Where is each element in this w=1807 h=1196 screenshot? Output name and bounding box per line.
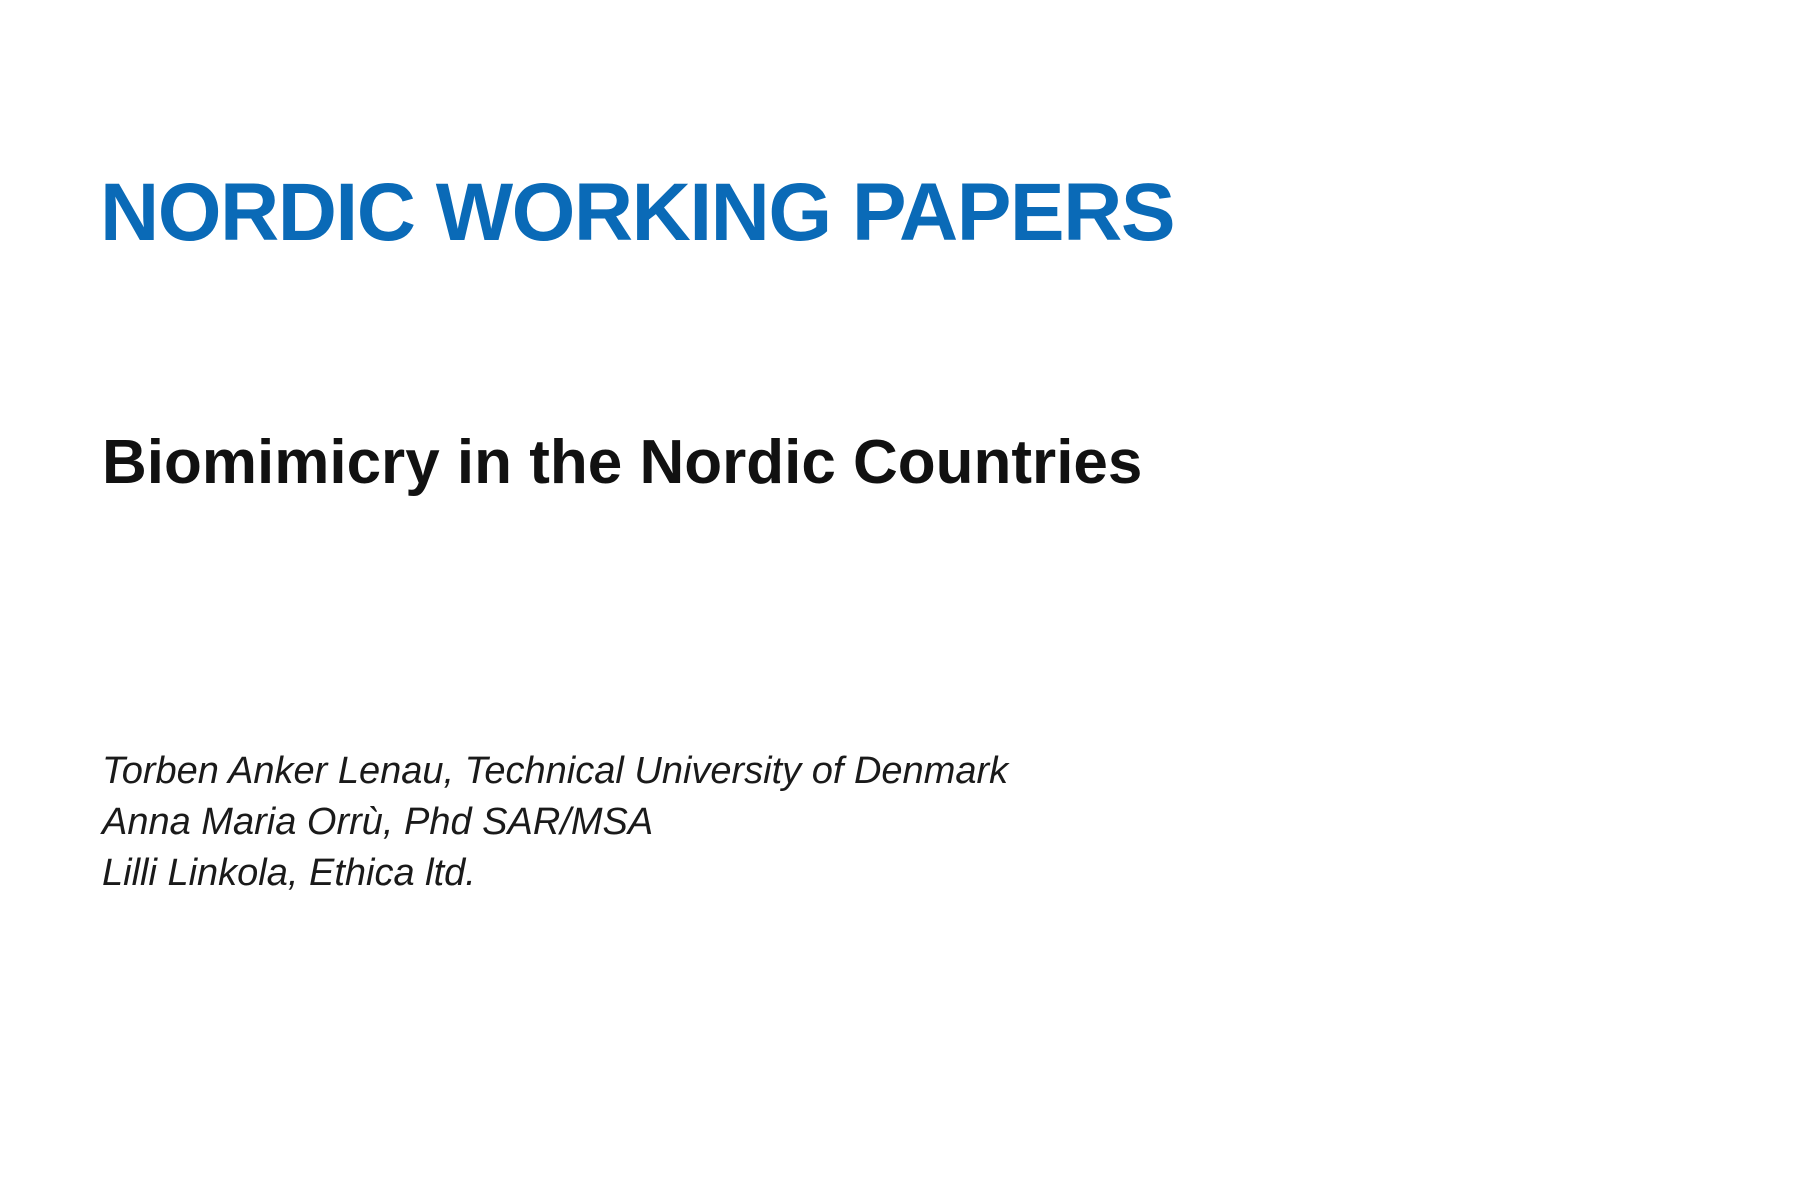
author-line: Anna Maria Orrù, Phd SAR/MSA — [102, 801, 654, 843]
author-line: Torben Anker Lenau, Technical University of Denmark — [102, 750, 1009, 792]
series-title: NORDIC WORKING PAPERS — [100, 167, 1175, 258]
author-list — [102, 746, 1008, 899]
document-title: Biomimicry in the Nordic Countries — [102, 428, 1143, 497]
author-line: Lilli Linkola, Ethica ltd. — [102, 852, 476, 894]
